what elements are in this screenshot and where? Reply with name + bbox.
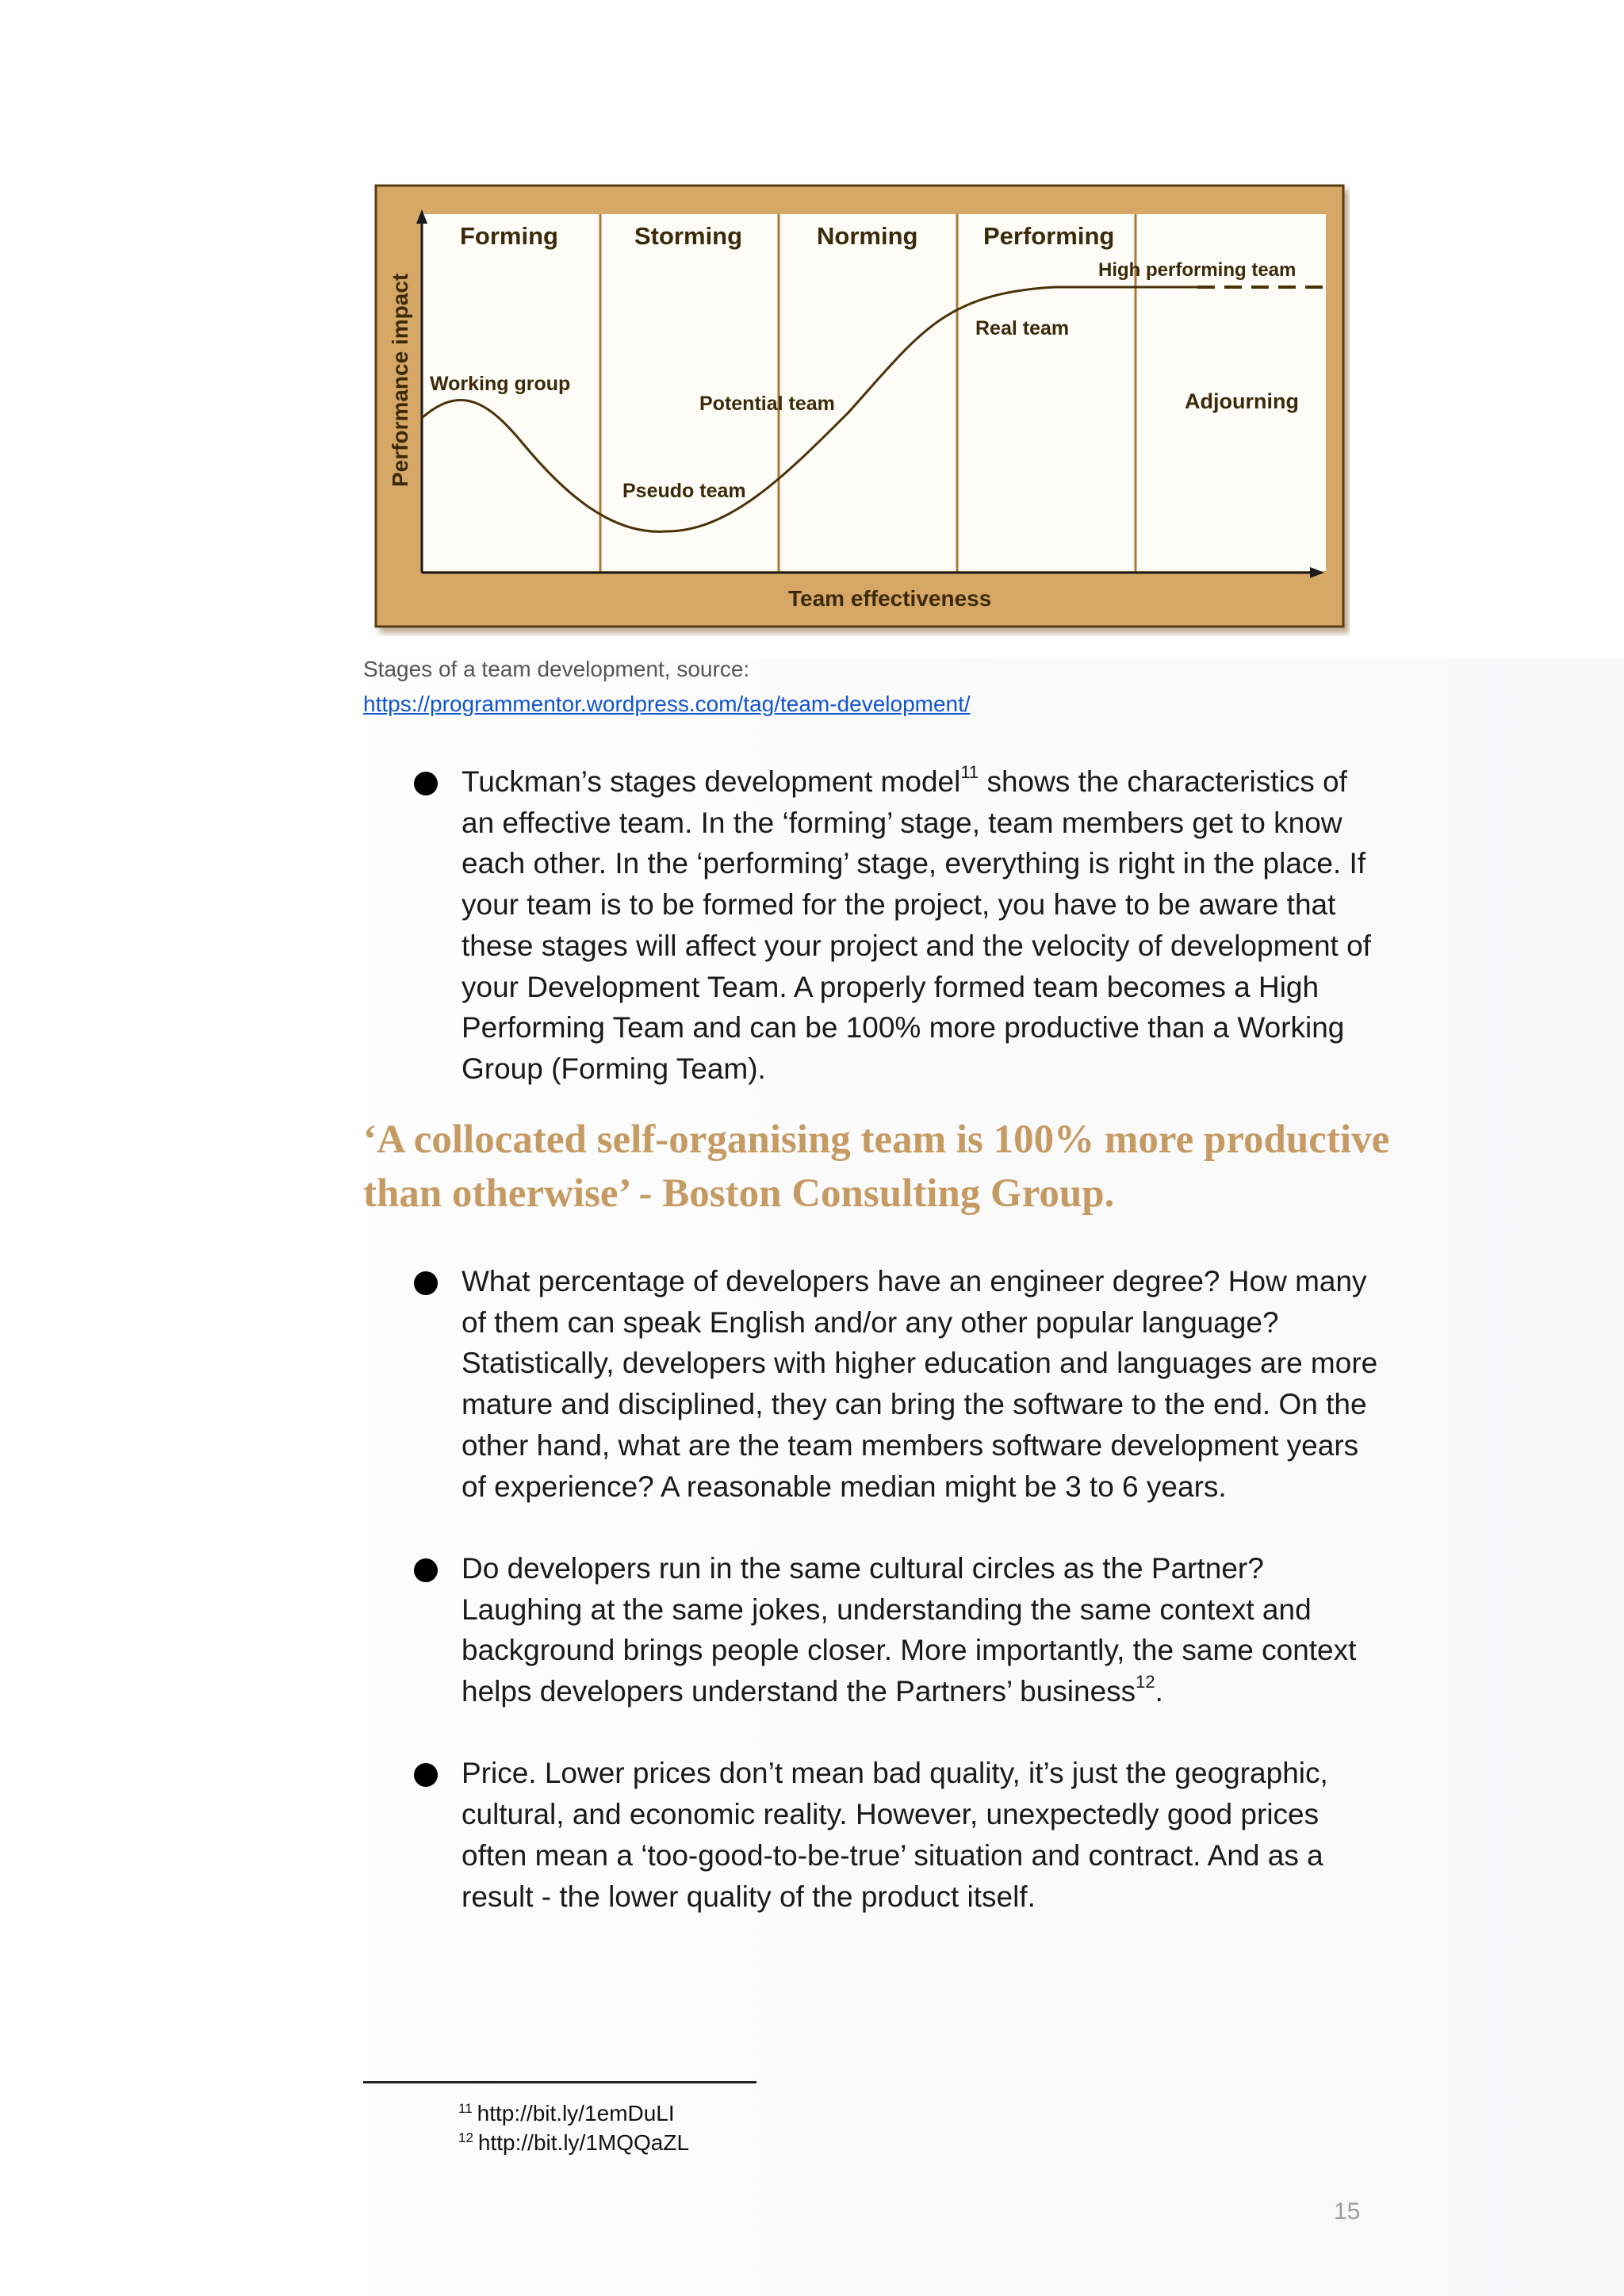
curve-label-working-group: Working group [430,373,571,395]
bullet-dot [414,1271,438,1295]
team-development-figure [373,182,1350,636]
y-axis-label: Performance impact [388,273,412,487]
stage-label-storming: Storming [634,222,743,250]
bullet-dot [414,1763,438,1787]
x-axis-label: Team effectiveness [788,586,992,611]
footnote-number: 12 [458,2129,473,2145]
bullet-text: Price. Lower prices don’t mean bad quality, it’s just the geographic, cultural, and economic reality. However, unexpectedly good prices often mean a ‘too-good-to-be-true’ situation and contract. And as a result - the lower quality of the product itself. [462,1757,1328,1913]
stage-label-forming: Forming [460,222,558,250]
caption-source-link[interactable]: https://programmentor.wordpress.com/tag/team-development/ [363,692,971,716]
footnote [458,2128,689,2157]
footnote-ref[interactable]: 12 [1136,1671,1155,1692]
bullet-text: Tuckman’s stages development model [462,765,961,798]
bullet-dot [414,1558,438,1582]
list-item [412,1753,1388,1917]
bullet-text-cont: shows the characteristics of an effective team. In the ‘forming’ stage, team members get to know each other. In the ‘performing’ stage, everything is right in the place. If your team is to be formed for the project, you have to be aware that these stages will affect your project and the velocity of development of your Development Team. A properly formed team becomes a High Performing Team and can be 100% more productive than a Working Group (Forming Team). [462,765,1371,1085]
bullet-dot [414,772,438,795]
footnote [458,2099,689,2128]
footnote-link[interactable]: http://bit.ly/1emDuLI [477,2101,675,2125]
footnote-ref[interactable]: 11 [960,761,979,782]
pull-quote: ‘A collocated self-organising team is 100% more productive than otherwise’ - Boston Consulting Group. [363,1117,1390,1216]
team-development-diagram [373,182,1350,636]
bullet-text-cont: . [1155,1675,1163,1708]
footnote-divider [363,2081,756,2083]
curve-label-potential-team: Potential team [699,393,835,415]
curve-label-pseudo-team: Pseudo team [622,480,746,502]
stage-label-performing: Performing [983,222,1115,250]
bullet-text: What percentage of developers have an engineer degree? How many of them can speak English and/or any other popular language? Statistically, developers with higher education and languages are more mature and disciplined, they can bring the software to the end. On the other hand, what are the team members software development years of experience? A reasonable median might be 3 to 6 years. [462,1265,1378,1503]
curve-label-real-team: Real team [975,317,1070,339]
list-item [412,1261,1388,1507]
page-number: 15 [1334,2198,1361,2225]
bullet-list-criteria [412,1261,1388,1917]
footnotes [458,2099,689,2157]
stage-label-norming: Norming [817,222,918,250]
footnote-link[interactable]: http://bit.ly/1MQQaZL [477,2130,690,2155]
figure-caption [363,652,1394,722]
list-item [412,761,1388,1090]
curve-label-adjourning: Adjourning [1185,389,1299,413]
footnote-number: 11 [458,2100,473,2116]
caption-text: Stages of a team development, source: [363,657,750,681]
list-item [412,1548,1388,1712]
bullet-text: Do developers run in the same cultural circles as the Partner? Laughing at the same jokes, understanding the same context and background brings people closer. More importantly, the same context helps developers understand the Partners’ business [462,1551,1357,1708]
curve-label-high-performing-team: High performing team [1098,259,1297,281]
bullet-list-tuckman [412,761,1388,1090]
